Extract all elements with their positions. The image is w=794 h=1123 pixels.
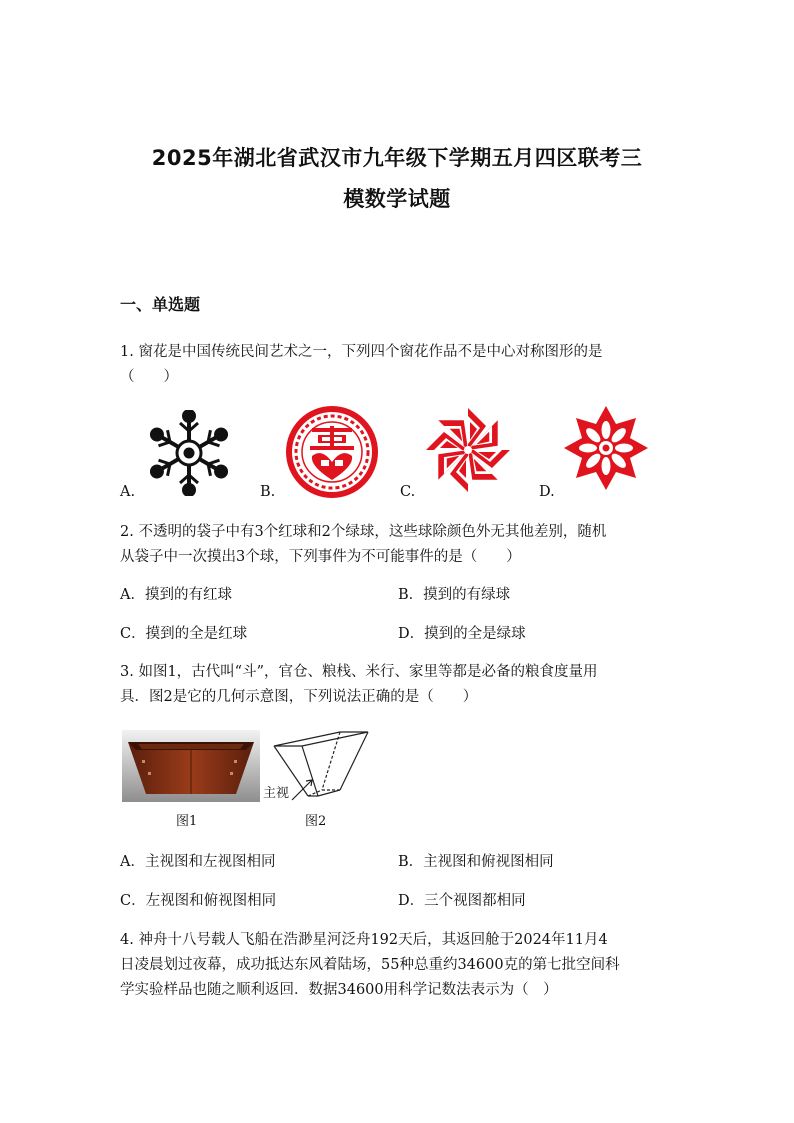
- option-d-label: D.: [539, 484, 555, 500]
- question-4: [120, 928, 675, 1003]
- question-stem: 不透明的袋子中有3个红球和2个绿球，这些球除颜色外无其他差别，随机: [138, 524, 607, 540]
- question-number: 3.: [120, 664, 134, 680]
- question-1: [120, 340, 675, 390]
- option-d: D．摸到的全是绿球: [398, 626, 526, 642]
- question-number: 4.: [120, 932, 134, 948]
- question-stem: 神舟十八号载人飞船在浩渺星河泛舟192天后，其返回舱于2024年11月4: [138, 932, 608, 948]
- figure-1-caption: 图1: [176, 814, 198, 829]
- double-happiness-papercut-image: [284, 404, 380, 500]
- option-c: C．摸到的全是红球: [120, 626, 248, 642]
- option-d: D．三个视图都相同: [398, 893, 526, 909]
- section-heading: 一、单选题: [120, 295, 201, 314]
- option-b: B．主视图和俯视图相同: [398, 854, 554, 870]
- question-stem: 如图1，古代叫“斗”，官仓、粮栈、米行、家里等都是必备的粮食度量用: [138, 664, 598, 680]
- title-line-2: 模数学试题: [343, 187, 451, 211]
- question-stem: 窗花是中国传统民间艺术之一，下列四个窗花作品不是中心对称图形的是: [138, 344, 603, 360]
- figure-2-caption: 图2: [305, 814, 327, 829]
- question-stem-cont: 具．图2是它的几何示意图，下列说法正确的是（ ）: [120, 689, 478, 705]
- question-stem-cont: 从袋子中一次摸出3个球，下列事件为不可能事件的是（ ）: [120, 549, 521, 565]
- question-3: [120, 660, 675, 710]
- front-view-label: 主视: [263, 786, 290, 801]
- option-c-label: C.: [400, 484, 416, 500]
- option-a: A．摸到的有红球: [120, 587, 232, 603]
- answer-blank: （ ）: [120, 369, 178, 385]
- option-a-label: A.: [120, 484, 136, 500]
- snowflake-papercut-image: [150, 410, 228, 496]
- option-b: B．摸到的有绿球: [398, 587, 511, 603]
- option-a: A．主视图和左视图相同: [120, 854, 276, 870]
- question-number: 1.: [120, 344, 134, 360]
- option-b-label: B.: [260, 484, 276, 500]
- pinwheel-papercut-image: [424, 406, 512, 494]
- question-number: 2.: [120, 524, 134, 540]
- title-line-1: 2025年湖北省武汉市九年级下学期五月四区联考三: [151, 146, 643, 170]
- grain-measure-photo: [122, 730, 260, 802]
- document-title: [100, 138, 694, 220]
- option-c: C．左视图和俯视图相同: [120, 893, 277, 909]
- question-2: [120, 520, 675, 570]
- question-stem-cont: 学实验样品也随之顺利返回．数据34600用科学记数法表示为（ ）: [120, 982, 558, 998]
- eight-point-flower-papercut-image: [562, 404, 650, 492]
- question-stem-cont: 日凌晨划过夜幕，成功抵达东风着陆场，55种总重约34600克的第七批空间科: [120, 957, 620, 973]
